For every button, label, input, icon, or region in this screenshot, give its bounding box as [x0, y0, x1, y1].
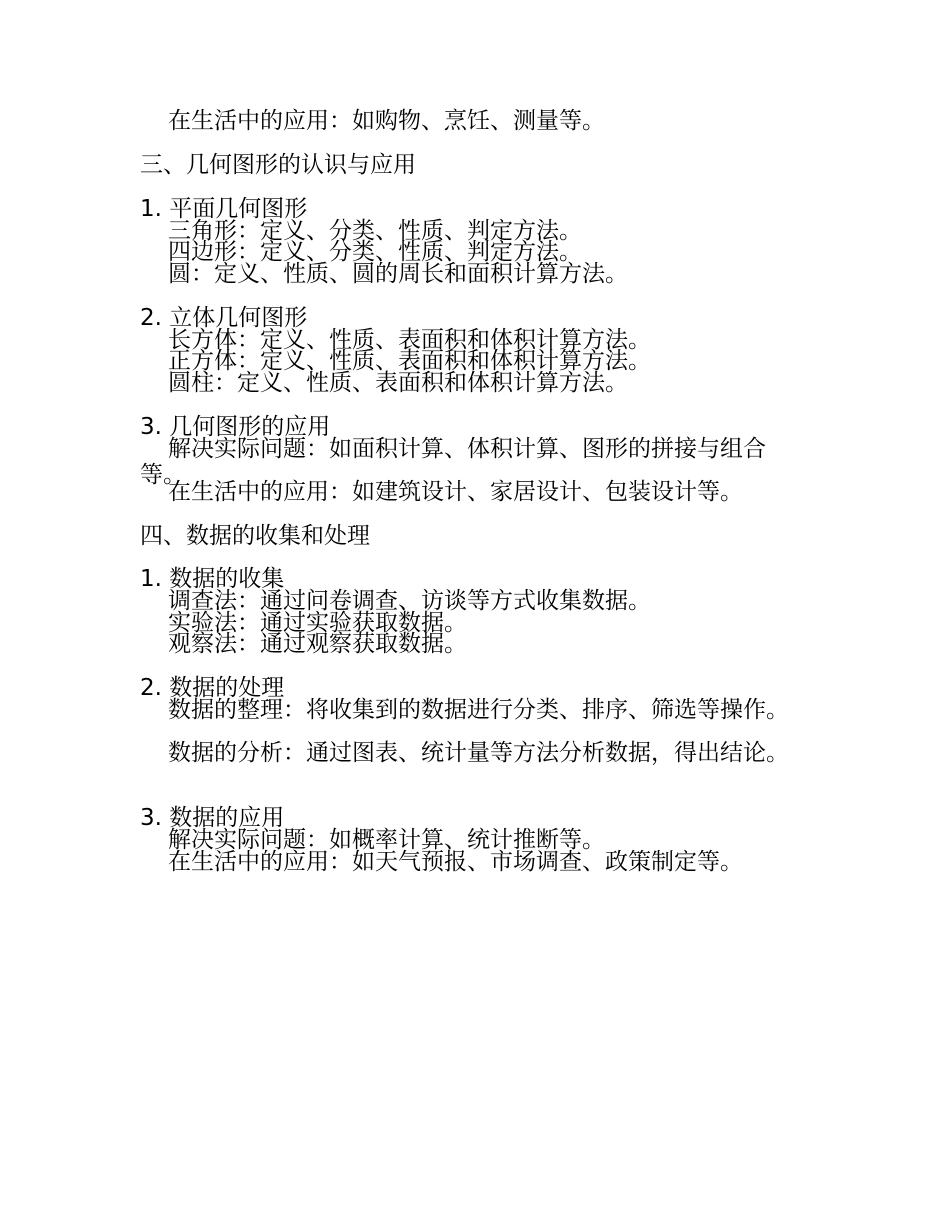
list-item: 圆柱：定义、性质、表面积和体积计算方法。: [168, 370, 628, 396]
list-item: 调查法：通过问卷调查、访谈等方式收集数据。: [168, 588, 651, 614]
list-item: 数据的分析：通过图表、统计量等方法分析数据，得出结论。: [168, 740, 789, 766]
subsection-title-solid-figures: 2. 立体几何图形: [140, 305, 308, 331]
list-item: 长方体：定义、性质、表面积和体积计算方法。: [168, 327, 651, 353]
section-heading-geometry: 三、几何图形的认识与应用: [140, 152, 416, 178]
list-item: 正方体：定义、性质、表面积和体积计算方法。: [168, 348, 651, 374]
subsection-title-data-collection: 1. 数据的收集: [140, 566, 285, 592]
list-item: 解决实际问题：如概率计算、统计推断等。: [168, 827, 605, 853]
intro-line: 在生活中的应用：如购物、烹饪、测量等。: [168, 108, 605, 134]
list-item: 在生活中的应用：如建筑设计、家居设计、包装设计等。: [168, 479, 743, 505]
list-item: 圆：定义、性质、圆的周长和面积计算方法。: [168, 261, 628, 287]
list-item: 数据的整理：将收集到的数据进行分类、排序、筛选等操作。: [168, 697, 789, 723]
subsection-title-data-processing: 2. 数据的处理: [140, 675, 285, 701]
list-item: 四边形：定义、分类、性质、判定方法。: [168, 239, 582, 265]
list-item: 在生活中的应用：如天气预报、市场调查、政策制定等。: [168, 849, 743, 875]
list-item: 实验法：通过实验获取数据。: [168, 610, 467, 636]
list-item: 解决实际问题：如面积计算、体积计算、图形的拼接与组合等。: [140, 436, 766, 488]
list-item: 三角形：定义、分类、性质、判定方法。: [168, 218, 582, 244]
subsection-title-plane-figures: 1. 平面几何图形: [140, 196, 308, 222]
subsection-title-geometry-applications: 3. 几何图形的应用: [140, 414, 331, 440]
subsection-title-data-applications: 3. 数据的应用: [140, 805, 285, 831]
section-heading-data: 四、数据的收集和处理: [140, 523, 370, 549]
list-item: 观察法：通过观察获取数据。: [168, 631, 467, 657]
